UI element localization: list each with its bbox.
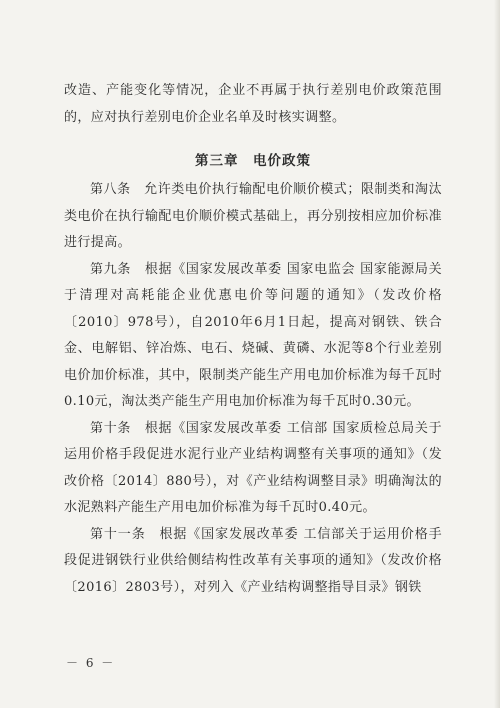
article-9: 第九条 根据《国家发展改革委 国家电监会 国家能源局关于清理对高耗能企业优惠电价等问题的通知》（发改价格〔2010〕978号），自2010年6月1日起，提高对钢铁、铁合金、电解铝、锌冶炼、电石、烧碱、黄磷、水泥等8个行业差别电价加价标准，其中，限制类产能生产用电加价标准为每千瓦时0.10元，淘汰类产能生产用电加价标准为每千瓦时0.30元。 <box>64 261 442 409</box>
chapter-heading: 第三章 电价政策 <box>195 153 311 169</box>
document-body <box>64 78 442 601</box>
scan-edge-shadow <box>494 0 500 708</box>
article-11: 第十一条 根据《国家发展改革委 工信部关于运用价格手段促进钢铁行业供给侧结构性改革有关事项的通知》（发改价格〔2016〕2803号），对列入《产业结构调整指导目录》钢铁 <box>64 526 442 595</box>
article-10: 第十条 根据《国家发展改革委 工信部 国家质检总局关于运用价格手段促进水泥行业产业结构调整有关事项的通知》（发改价格〔2014〕880号），对《产业结构调整目录》明确淘汰的水泥熟料产能生产用电加价标准为每千瓦时0.40元。 <box>64 420 442 515</box>
article-8: 第八条 允许类电价执行输配电价顺价模式；限制类和淘汰类电价在执行输配电价顺价模式基础上，再分别按相应加价标准进行提高。 <box>64 182 442 250</box>
page-number: － 6 － <box>66 656 116 670</box>
continuation-paragraph: 改造、产能变化等情况，企业不再属于执行差别电价政策范围的，应对执行差别电价企业名单及时核实调整。 <box>64 83 442 125</box>
